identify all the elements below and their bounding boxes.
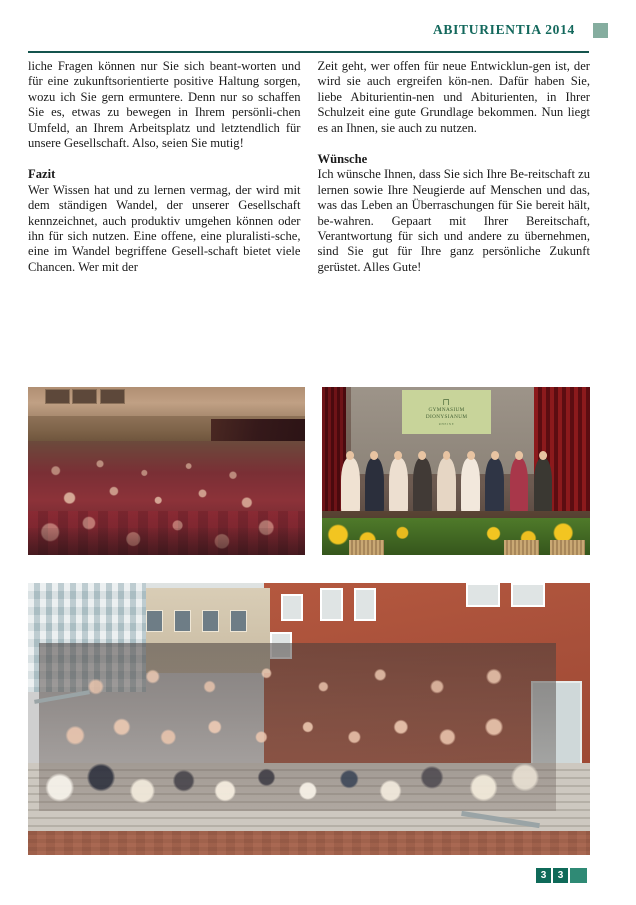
- neighbour-window: [202, 610, 219, 632]
- ceiling-area: [28, 387, 305, 416]
- left-paragraph-1: liche Fragen können nur Sie sich beant-worten und für eine zukunftsorientierte positive Haltung sorgen, wozu ich Sie gern ermuntere. Denn nur so schaffen Sie es, etwas zu bewegen in Ihrem persönli-chen Umfeld, an Ihrem Arbeitsplatz und letztendlich für unsere Gesellschaft. Also, seien Sie mutig!: [28, 59, 301, 151]
- head: [370, 451, 378, 460]
- page-number: [536, 868, 587, 883]
- facade-window: [511, 583, 545, 607]
- head: [394, 451, 402, 460]
- stage-award-photo: [322, 387, 590, 555]
- graduate-figure: [485, 458, 504, 515]
- facade-window: [354, 588, 376, 621]
- head: [515, 451, 523, 460]
- graduate-figure: [437, 458, 456, 515]
- neighbour-window: [230, 610, 247, 632]
- head: [539, 451, 547, 460]
- heading-fazit: Fazit: [28, 167, 56, 182]
- neighbour-window: [146, 610, 163, 632]
- facade-window: [320, 588, 342, 621]
- graduate-figure: [389, 458, 408, 515]
- right-paragraph-1: Zeit geht, wer offen für neue Entwicklun-gen ist, der wird sie auch ergreifen kön-nen. Dafür haben Sie, liebe Abiturientin-nen und Abiturienten, in Ihrer Schulzeit eine gute Grundlage bekommen. Nun liegt es an Ihnen, sie auch zu nutzen.: [317, 59, 590, 135]
- graduate-figure: [461, 458, 480, 515]
- logo-line-3: RHEINE: [438, 421, 455, 426]
- facade-window: [281, 594, 303, 621]
- left-column: [28, 59, 301, 275]
- arch-icon: ⊓: [442, 397, 451, 408]
- front-row-shadow: [28, 528, 305, 555]
- head: [491, 451, 499, 460]
- graduates-group-photo: [28, 583, 590, 855]
- page-accent-square: [570, 868, 587, 883]
- neighbour-window: [174, 610, 191, 632]
- auditorium-audience-photo: [28, 387, 305, 555]
- ceiling-panel: [100, 389, 125, 404]
- page-digit-1: 3: [536, 868, 551, 883]
- article-body: [28, 59, 590, 275]
- graduate-figure: [534, 458, 553, 515]
- logo-line-1: GYMNASIUM: [428, 407, 465, 414]
- head: [467, 451, 475, 460]
- ceiling-panel: [72, 389, 97, 404]
- graduates-crowd: [39, 643, 556, 812]
- right-column: [318, 59, 591, 275]
- paragraph-spacer: [318, 136, 591, 151]
- paragraph-spacer: [28, 152, 301, 167]
- page-digit-2: 3: [553, 868, 568, 883]
- logo-line-2: DIONYSIANUM: [425, 414, 468, 421]
- ceiling-panel: [45, 389, 70, 404]
- wicker-basket: [349, 540, 384, 555]
- page-title: ABITURIENTIA 2014: [432, 22, 575, 37]
- graduate-figure: [413, 458, 432, 515]
- right-paragraph-2: Ich wünsche Ihnen, dass Sie sich Ihre Be-reitschaft zu lernen sowie Ihre Neugierde auf Menschen und das, was das Leben an Überraschungen für Sie bereit hält, be-wahren. Gepaart mit Ihrer Bereitschaft, Verantwortung für sich und andere zu übernehmen, sind Sie gut für Ihre ganz persönliche Zukunft gerüstet. Alles Gute!: [317, 167, 590, 274]
- wicker-basket: [550, 540, 585, 555]
- header-accent-square: [593, 23, 608, 38]
- heading-wuensche: Wünsche: [317, 151, 368, 166]
- head: [419, 451, 427, 460]
- brick-pavement: [28, 831, 590, 855]
- graduate-figure: [510, 458, 529, 515]
- graduate-figure: [365, 458, 384, 515]
- head: [346, 451, 354, 460]
- school-logo-projection: [402, 390, 490, 434]
- header-divider: [28, 51, 589, 53]
- head: [443, 451, 451, 460]
- facade-window: [466, 583, 500, 607]
- wicker-basket: [504, 540, 539, 555]
- graduate-figure: [341, 458, 360, 515]
- left-paragraph-2: Wer Wissen hat und zu lernen vermag, der wird mit dem ständigen Wandel, der unserer Gesellschaft kennzeichnet, auch produktiv umgehen können oder ihn für sich nutzen. Eine offene, eine pluralisti-sche, eine im Wandel begriffene Gesell-schaft bietet viele Chancen. Wer mit der: [28, 182, 301, 274]
